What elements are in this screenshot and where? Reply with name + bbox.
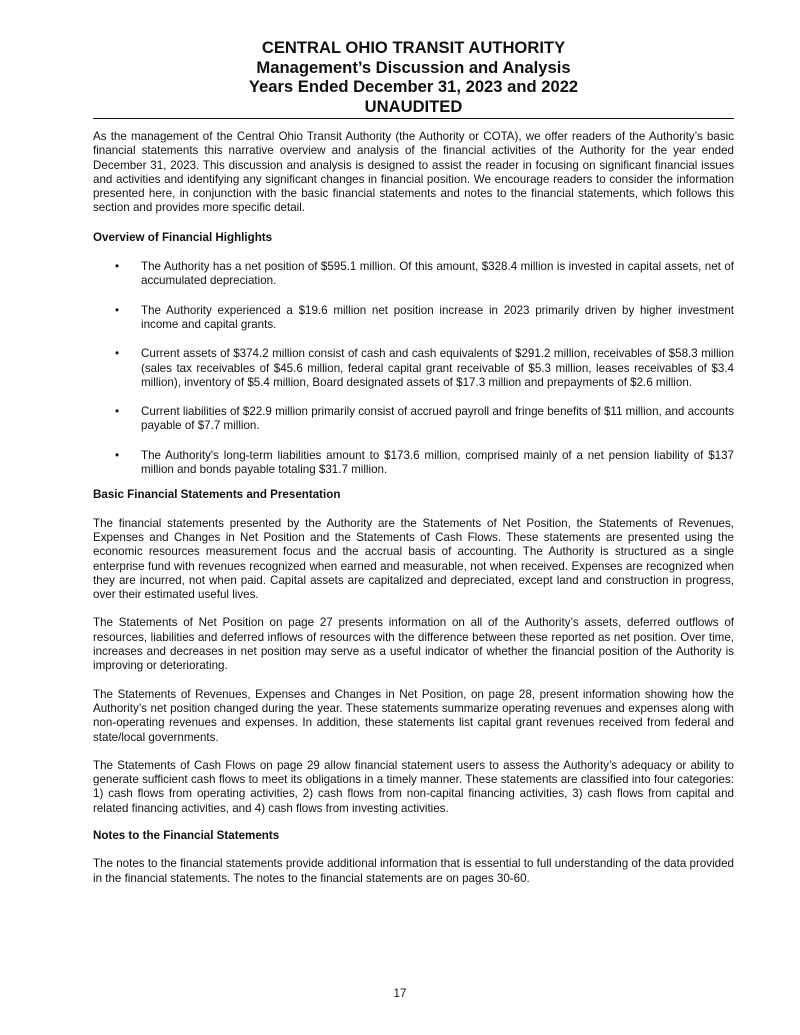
bullet-icon: • <box>115 405 120 419</box>
organization-name: CENTRAL OHIO TRANSIT AUTHORITY <box>261 38 566 57</box>
paragraph-statements-overview: The financial statements presented by the Authority are the Statements of Net Position, the Statements of Revenues, Expenses and Changes in Net Position and the Statements of Cash Flows. These statements are presented using the economic resources measurement focus and the accrual basis of accounting. The Authority is structured as a single enterprise fund with revenues recognized when earned and measurable, not when received. Expenses are recognized when they are incurred, not when paid. Capital assets are capitalized and depreciated, except land and construction in progress, over their estimated useful lives. <box>93 516 734 602</box>
list-item: • The Authority experienced a $19.6 million net position increase in 2023 primarily driven by higher investment income and capital grants. <box>115 303 734 331</box>
list-item: • Current liabilities of $22.9 million primarily consist of accrued payroll and fringe benefits of $11 million, and accounts payable of $7.7 million. <box>115 405 734 433</box>
document-header <box>93 38 734 116</box>
section-heading-highlights: Overview of Financial Highlights <box>93 230 273 244</box>
paragraph-cash-flows: The Statements of Cash Flows on page 29 allow financial statement users to assess the Authority’s adequacy or ability to generate sufficient cash flows to meet its obligations in a timely manner. These statements are classified into four categories: 1) cash flows from operating activities, 2) cash flows from non-capital financing activities, 3) cash flows from capital and related financing activities, and 4) cash flows from investing activities. <box>93 758 734 815</box>
document-page <box>93 38 734 886</box>
list-item: • The Authority's long-term liabilities amount to $173.6 million, comprised mainly of a net pension liability of $137 million and bonds payable totaling $31.7 million. <box>115 448 734 477</box>
bullet-icon: • <box>115 347 120 361</box>
document-title: Management’s Discussion and Analysis <box>256 57 571 77</box>
bullet-icon: • <box>115 303 120 317</box>
reporting-period: Years Ended December 31, 2023 and 2022 <box>248 77 579 96</box>
header-divider <box>93 118 734 119</box>
bullet-icon: • <box>115 448 120 462</box>
paragraph-notes: The notes to the financial statements provide additional information that is essential to full understanding of the data provided in the financial statements. The notes to the financial statements are on pages 30-60. <box>93 857 734 885</box>
page-number: 17 <box>393 987 407 1000</box>
section-heading-basic-statements: Basic Financial Statements and Presentation <box>93 488 341 502</box>
list-item: • The Authority has a net position of $595.1 million. Of this amount, $328.4 million is invested in capital assets, net of accumulated depreciation. <box>115 260 734 288</box>
paragraph-revenues-expenses: The Statements of Revenues, Expenses and Changes in Net Position, on page 28, present information showing how the Authority’s net position changed during the year. These statements summarize operating revenues and expenses along with non-operating revenues and expenses. In addition, these statements list capital grant revenues received from federal and state/local governments. <box>93 687 734 744</box>
section-heading-notes: Notes to the Financial Statements <box>93 828 280 842</box>
paragraph-net-position: The Statements of Net Position on page 27 presents information on all of the Authority’s assets, deferred outflows of resources, liabilities and deferred inflows of resources with the difference between these reported as net position. Over time, increases and decreases in net position may serve as a useful indicator of whether the financial position of the Authority is improving or deteriorating. <box>93 616 734 673</box>
intro-paragraph: As the management of the Central Ohio Transit Authority (the Authority or COTA), we offer readers of the Authority’s basic financial statements this narrative overview and analysis of the financial activities of the Authority for the year ended December 31, 2023. This discussion and analysis is designed to assist the reader in focusing on significant financial issues and activities and identifying any significant changes in financial position. We encourage readers to consider the information presented here, in conjunction with the basic financial statements and notes to the financial statements, which follows this section and provides more specific detail. <box>93 130 734 215</box>
list-item: • Current assets of $374.2 million consist of cash and cash equivalents of $291.2 million, receivables of $58.3 million (sales tax receivables of $45.6 million, federal capital grant receivable of $5.3 million, leases receivables of $3.4 million), inventory of $5.4 million, Board designated assets of $17.3 million and prepayments of $2.6 million. <box>115 347 734 389</box>
bullet-icon: • <box>115 260 120 274</box>
audit-status: UNAUDITED <box>364 96 463 116</box>
highlights-list <box>93 260 734 477</box>
